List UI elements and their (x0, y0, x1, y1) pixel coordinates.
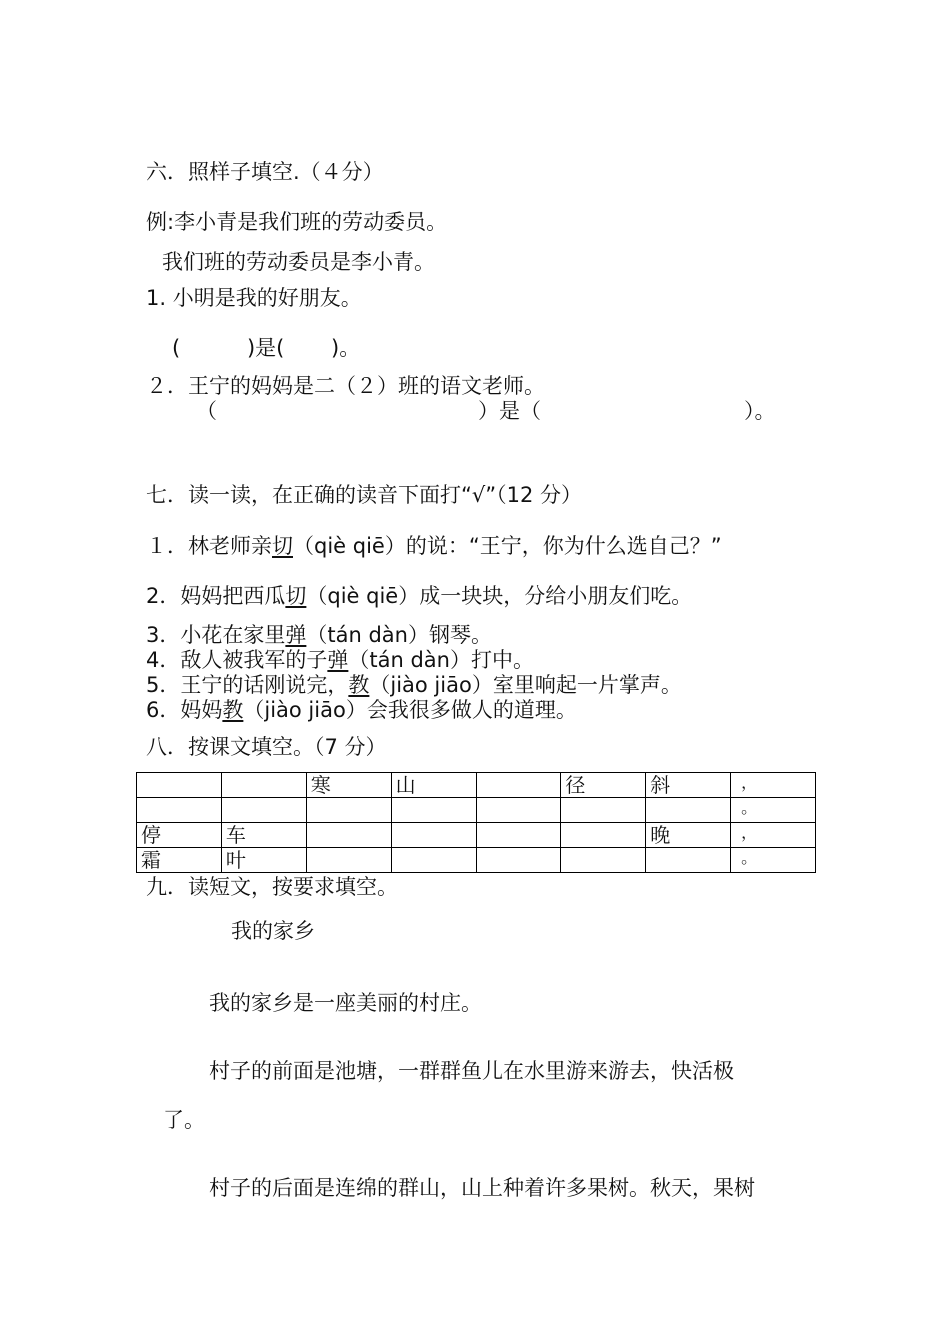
poem-cell: 车 (221, 823, 306, 848)
target-character: 切 (285, 584, 307, 608)
poem-cell: 霜 (137, 848, 222, 873)
article-title: 我的家乡 (231, 919, 315, 943)
target-character: 教 (348, 673, 370, 697)
poem-cell[interactable] (391, 848, 476, 873)
item-options: （jiào jiāo）室里响起一片掌声。 (369, 673, 682, 697)
table-row (137, 823, 816, 848)
poem-cell: 停 (137, 823, 222, 848)
poem-cell[interactable] (391, 823, 476, 848)
poem-cell[interactable] (561, 848, 646, 873)
article-paragraph-2-line-2: 了。 (163, 1108, 205, 1132)
pinyin-item-1 (146, 536, 722, 557)
section6-title: 六．照样子填空.（４分） (146, 160, 384, 184)
item-options: （jiào jiāo）会我很多做人的道理。 (243, 698, 577, 722)
article-paragraph-1: 我的家乡是一座美丽的村庄。 (209, 991, 482, 1015)
item-prefix: 4．敌人被我军的子 (146, 648, 328, 672)
poem-cell[interactable] (137, 773, 222, 798)
poem-cell[interactable] (561, 823, 646, 848)
item-options: （qiè qiē）成一块块，分给小朋友们吃。 (306, 584, 693, 608)
section8-title: 八．按课文填空。（7 分） (146, 735, 387, 759)
poem-cell: 斜 (646, 773, 731, 798)
pinyin-item-6 (146, 700, 577, 721)
poem-cell[interactable] (561, 798, 646, 823)
item-prefix: 5．王宁的话刚说完， (146, 673, 349, 697)
poem-cell[interactable] (646, 848, 731, 873)
poem-cell[interactable] (476, 823, 561, 848)
section7-title: 七．读一读，在正确的读音下面打“√”（12 分） (146, 483, 583, 507)
punctuation-cell: 。 (731, 798, 816, 823)
item-options: （tán dàn）打中。 (348, 648, 534, 672)
question-2-blank-mid: ）是（ (478, 399, 541, 423)
item-prefix: 2．妈妈把西瓜 (146, 584, 286, 608)
example-answer: 我们班的劳动委员是李小青。 (162, 250, 435, 274)
pinyin-item-3 (146, 625, 492, 646)
punctuation-cell: ， (731, 823, 816, 848)
item-options: （qiè qiē）的说：“王宁，你为什么选自己？” (293, 534, 722, 558)
article-paragraph-3-line-1: 村子的后面是连绵的群山，山上种着许多果树。秋天，果树 (209, 1176, 755, 1200)
example-sentence: 例:李小青是我们班的劳动委员。 (146, 210, 448, 234)
item-prefix: 3．小花在家里 (146, 623, 286, 647)
poem-cell: 寒 (306, 773, 391, 798)
pinyin-item-4 (146, 650, 534, 671)
poem-cell[interactable] (221, 798, 306, 823)
item-prefix: １．林老师亲 (146, 534, 272, 558)
table-row (137, 798, 816, 823)
poem-cell: 晚 (646, 823, 731, 848)
item-prefix: 6．妈妈 (146, 698, 223, 722)
table-row (137, 848, 816, 873)
pinyin-item-2 (146, 586, 692, 607)
poem-cell[interactable] (646, 798, 731, 823)
punctuation-cell: ， (731, 773, 816, 798)
table-row (137, 773, 816, 798)
pinyin-item-5 (146, 675, 682, 696)
poem-cell: 山 (391, 773, 476, 798)
question-2: ２．王宁的妈妈是二（２）班的语文老师。 (146, 374, 545, 398)
poem-cell: 叶 (221, 848, 306, 873)
section9-title: 九．读短文，按要求填空。 (146, 875, 398, 899)
poem-cell[interactable] (137, 798, 222, 823)
poem-cell[interactable] (476, 773, 561, 798)
target-character: 弹 (327, 648, 349, 672)
target-character: 弹 (285, 623, 307, 647)
question-1: 1. 小明是我的好朋友。 (146, 286, 362, 310)
poem-fill-table (136, 772, 816, 873)
poem-cell[interactable] (391, 798, 476, 823)
question-2-blank-open: （ (196, 399, 217, 423)
poem-cell[interactable] (476, 848, 561, 873)
punctuation-cell: 。 (731, 848, 816, 873)
poem-cell[interactable] (476, 798, 561, 823)
target-character: 教 (222, 698, 244, 722)
item-options: （tán dàn）钢琴。 (306, 623, 492, 647)
poem-cell: 径 (561, 773, 646, 798)
question-1-blank: ( )是( )。 (172, 336, 361, 360)
poem-cell[interactable] (306, 848, 391, 873)
target-character: 切 (272, 534, 293, 558)
article-paragraph-2-line-1: 村子的前面是池塘，一群群鱼儿在水里游来游去，快活极 (209, 1059, 734, 1083)
question-2-blank-close: ）。 (744, 399, 776, 423)
poem-cell[interactable] (306, 798, 391, 823)
poem-cell[interactable] (221, 773, 306, 798)
poem-cell[interactable] (306, 823, 391, 848)
